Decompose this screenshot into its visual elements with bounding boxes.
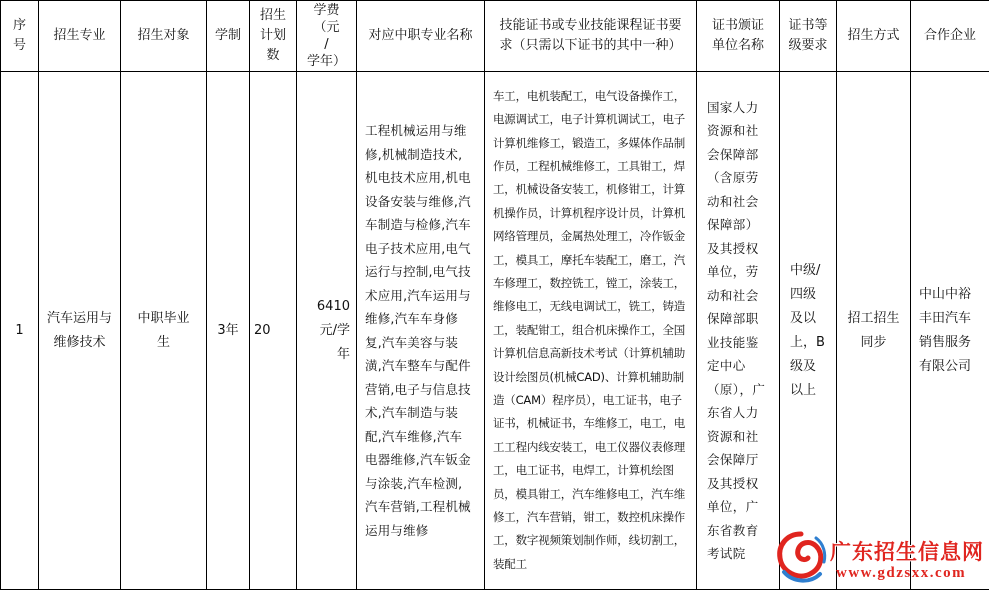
cell-admission-method: 招工招生 同步 xyxy=(837,72,911,590)
cell-tuition: 6410 元/学 年 xyxy=(297,72,357,590)
cell-quota: 20 xyxy=(250,72,297,590)
site-watermark xyxy=(768,524,989,590)
watermark-title: 广东招生信息网 xyxy=(830,539,984,564)
header-tuition: 学费 （元 / 学年） xyxy=(297,1,357,72)
cell-index: 1 xyxy=(1,72,39,590)
header-quota: 招生 计划 数 xyxy=(250,1,297,72)
header-cert-level: 证书等 级要求 xyxy=(780,1,837,72)
swirl-logo-icon xyxy=(772,528,830,586)
cell-duration: 3年 xyxy=(207,72,250,590)
cell-certificates: 车工，电机装配工，电气设备操作工，电源调试工，电子计算机调试工，电子计算机维修工，锻造工，多媒体作品制作员，工程机械维修工，工具钳工，焊工，机械设备安装工，机修钳工，计算机操作员，计算机程序设计员，计算机网络管理员，金属热处理工，冷作钣金工，模具工，摩托车装配工，磨工，汽车修理工，数控铣工，镗工，涂装工，维修电工，无线电调试工，铣工，铸造工，装配钳工，组合机床操作工，全国计算机信息高新技术考试（计算机辅助设计绘图员(机械CAD)、计算机辅助制造（CAM）程序员），电工证书，电子证书，机械证书，车维修工，电工，电工工程内线安装工，电工仪器仪表修理工，电工证书，电焊工，计算机绘图员，模具钳工，汽车维修电工，汽车维修工，汽车营销，钳工，数控机床操作工，数字视频策划制作师，线切割工，装配工 xyxy=(485,72,697,590)
table-row xyxy=(1,72,989,590)
header-target: 招生对象 xyxy=(121,1,207,72)
header-partner: 合作企业 xyxy=(911,1,989,72)
header-major: 招生专业 xyxy=(39,1,121,72)
header-issuer: 证书颁证 单位名称 xyxy=(697,1,780,72)
header-row xyxy=(1,1,989,72)
header-admission-method: 招生方式 xyxy=(837,1,911,72)
watermark-url: www.gdzsxx.com xyxy=(836,565,967,581)
cell-issuers: 国家人力资源和社会保障部（含原劳动和社会保障部）及其授权单位，劳动和社会保障部职业技能鉴定中心（原），广东省人力资源和社会保障厅及其授权单位，广东省教育考试院 xyxy=(697,72,780,590)
cell-vocational-majors: 工程机械运用与维修,机械制造技术,机电技术应用,机电设备安装与维修,汽车制造与检修,汽车电子技术应用,电气运行与控制,电气技术应用,汽车运用与维修,汽车车身修复,汽车美容与装潢,汽车整车与配件营销,电子与信息技术,汽车制造与装配,汽车维修,汽车电器维修,汽车钣金与涂装,汽车检测,汽车营销,工程机械运用与维修 xyxy=(357,72,485,590)
cell-target: 中职毕业 生 xyxy=(121,72,207,590)
cell-partner: 中山中裕丰田汽车销售服务有限公司 xyxy=(911,72,989,590)
header-duration: 学制 xyxy=(207,1,250,72)
cell-major: 汽车运用与 维修技术 xyxy=(39,72,121,590)
header-index: 序 号 xyxy=(1,1,39,72)
cell-cert-level: 中级/四级及以上，B级及以上 xyxy=(780,72,837,590)
header-certificate-requirement: 技能证书或专业技能课程证书要 求（只需以下证书的其中一种） xyxy=(485,1,697,72)
header-vocational-major: 对应中职专业名称 xyxy=(357,1,485,72)
